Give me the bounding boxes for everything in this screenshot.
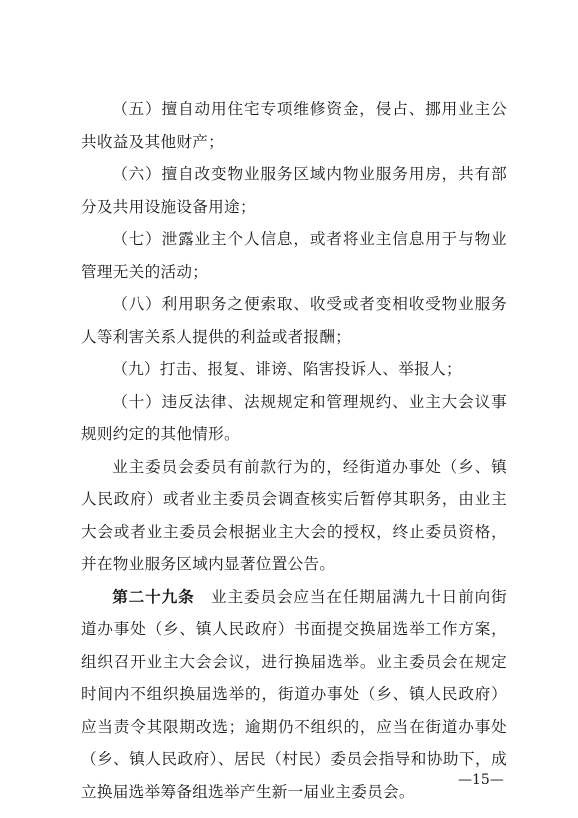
paragraph-item-10: （十）违反法律、法规规定和管理规约、业主大会议事规则约定的其他情形。 bbox=[81, 392, 507, 443]
paragraph-committee-member-suspension: 业主委员会委员有前款行为的，经街道办事处（乡、镇人民政府）或者业主委员会调查核实后暂停其职务，由业主大会或者业主委员会根据业主大会的授权，终止委员资格，并在物业服务区域内显著位置公告。 bbox=[81, 457, 507, 573]
paragraph-item-5: （五）擅自动用住宅专项维修资金，侵占、挪用业主公共收益及其他财产； bbox=[81, 100, 507, 151]
paragraph-item-8: （八）利用职务之便索取、收受或者变相收受物业服务人等利害关系人提供的利益或者报酬； bbox=[81, 295, 507, 346]
document-body bbox=[81, 93, 507, 808]
paragraph-item-7: （七）泄露业主个人信息，或者将业主信息用于与物业管理无关的活动； bbox=[81, 230, 507, 281]
article-body: 业主委员会应当在任期届满九十日前向街道办事处（乡、镇人民政府）书面提交换届选举工作方案，组织召开业主大会会议，进行换届选举。业主委员会在规定时间内不组织换届选举的，街道办事处（乡、镇人民政府）应当责令其限期改选；逾期仍不组织的，应当在街道办事处（乡、镇人民政府）、居民（村民）委员会指导和协助下，成立换届选举筹备组选举产生新一届业主委员会。 bbox=[81, 587, 507, 801]
article-title: 第二十九条 bbox=[112, 586, 195, 606]
paragraph-item-9: （九）打击、报复、诽谤、陷害投诉人、举报人； bbox=[112, 360, 462, 378]
paragraph-item-6: （六）擅自改变物业服务区域内物业服务用房，共有部分及共用设施设备用途； bbox=[81, 165, 507, 216]
page-number: —15— bbox=[458, 772, 504, 788]
article-29 bbox=[81, 581, 507, 809]
